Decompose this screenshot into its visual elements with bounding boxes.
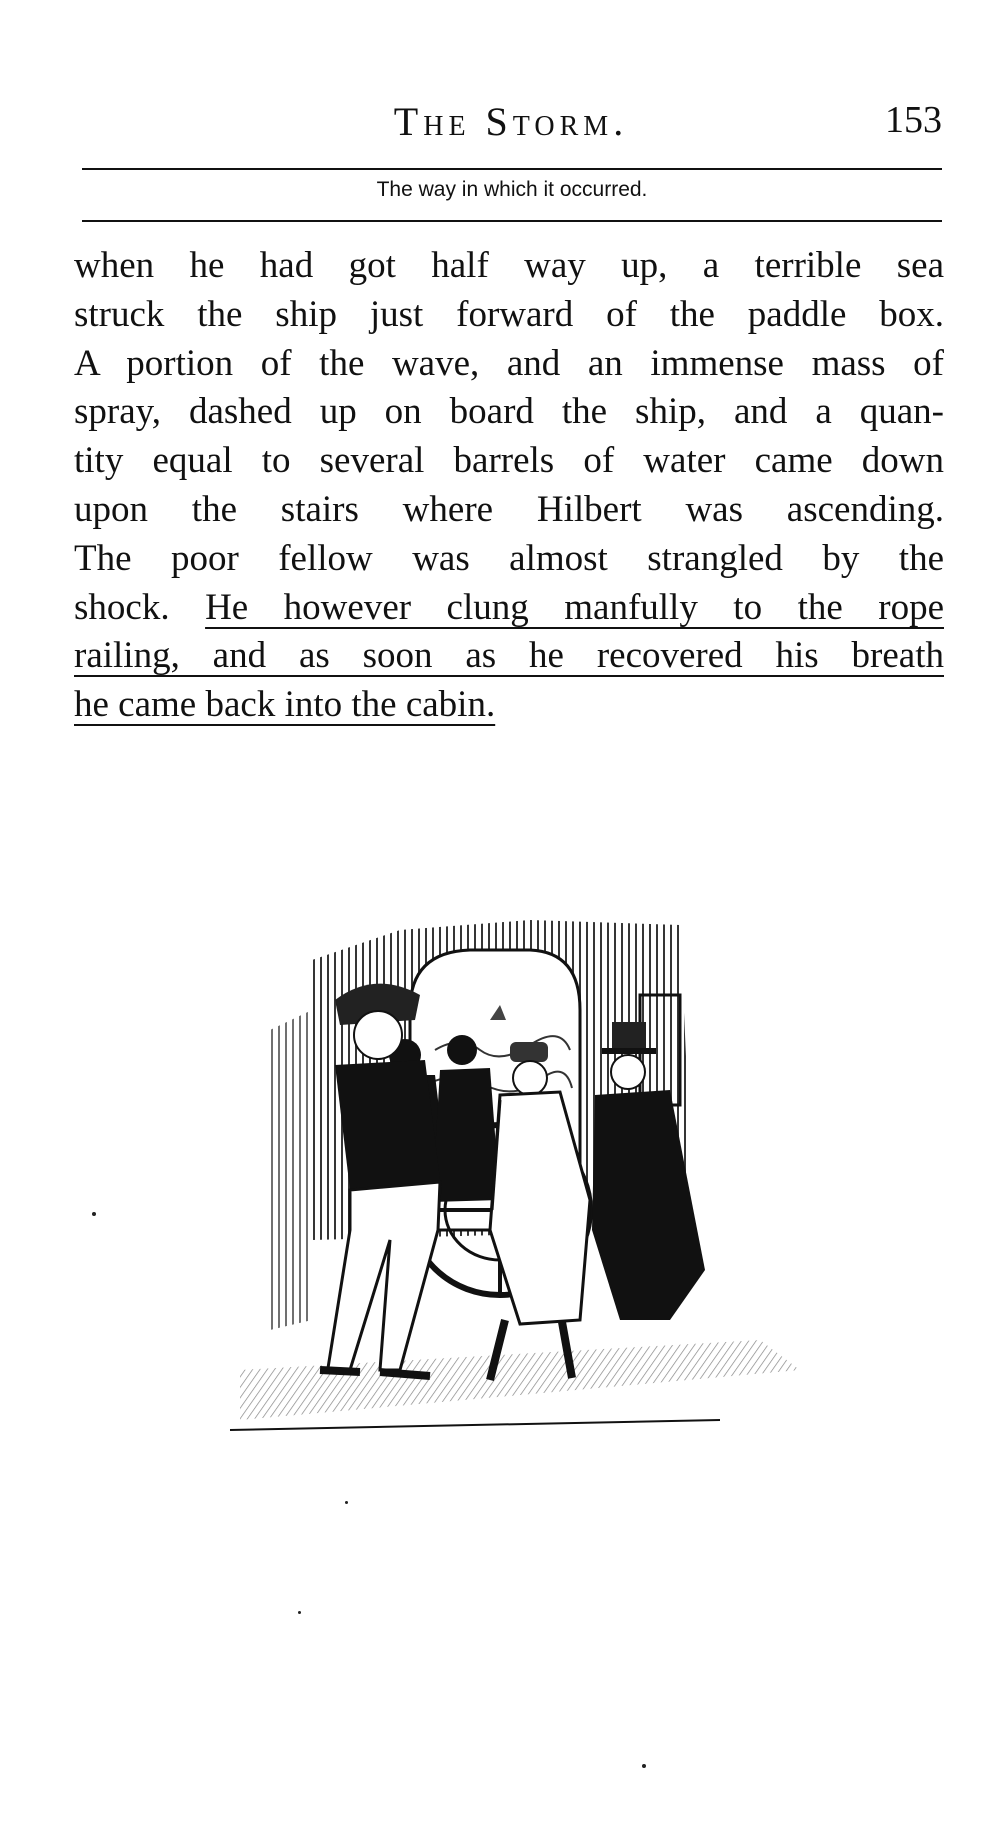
text-line xyxy=(74,584,944,633)
text-line: upon the stairs where Hilbert was ascending. xyxy=(74,488,944,530)
ink-speck xyxy=(345,1501,348,1504)
top-rule xyxy=(82,168,942,170)
underlined-line: railing, and as soon as he recovered his breath xyxy=(74,635,944,677)
page-number: 153 xyxy=(885,99,942,141)
ink-speck xyxy=(92,1212,96,1216)
running-title: The Storm. xyxy=(393,99,629,144)
ink-speck xyxy=(298,1611,301,1614)
body-paragraph xyxy=(74,242,944,730)
underlined-line: he came back into the cabin. xyxy=(74,684,496,726)
bottom-rule xyxy=(82,220,942,222)
text-line: tity equal to several barrels of water came down xyxy=(74,440,944,482)
text-line: A portion of the wave, and an immense mass of xyxy=(74,342,944,384)
text-line: struck the ship just forward of the paddle box. xyxy=(74,293,944,335)
line-start: shock. xyxy=(74,586,170,628)
text-line: when he had got half way up, a terrible sea xyxy=(74,245,944,286)
text-line: The poor fellow was almost strangled by the xyxy=(74,537,944,579)
running-head xyxy=(80,98,942,148)
ink-speck xyxy=(642,1764,646,1768)
cabin-engraving xyxy=(200,900,840,1480)
side-heading: The way in which it occurred. xyxy=(376,178,648,201)
text-line: spray, dashed up on board the ship, and a quan- xyxy=(74,391,944,433)
underlined-passage: He however clung manfully to the rope xyxy=(205,586,944,628)
